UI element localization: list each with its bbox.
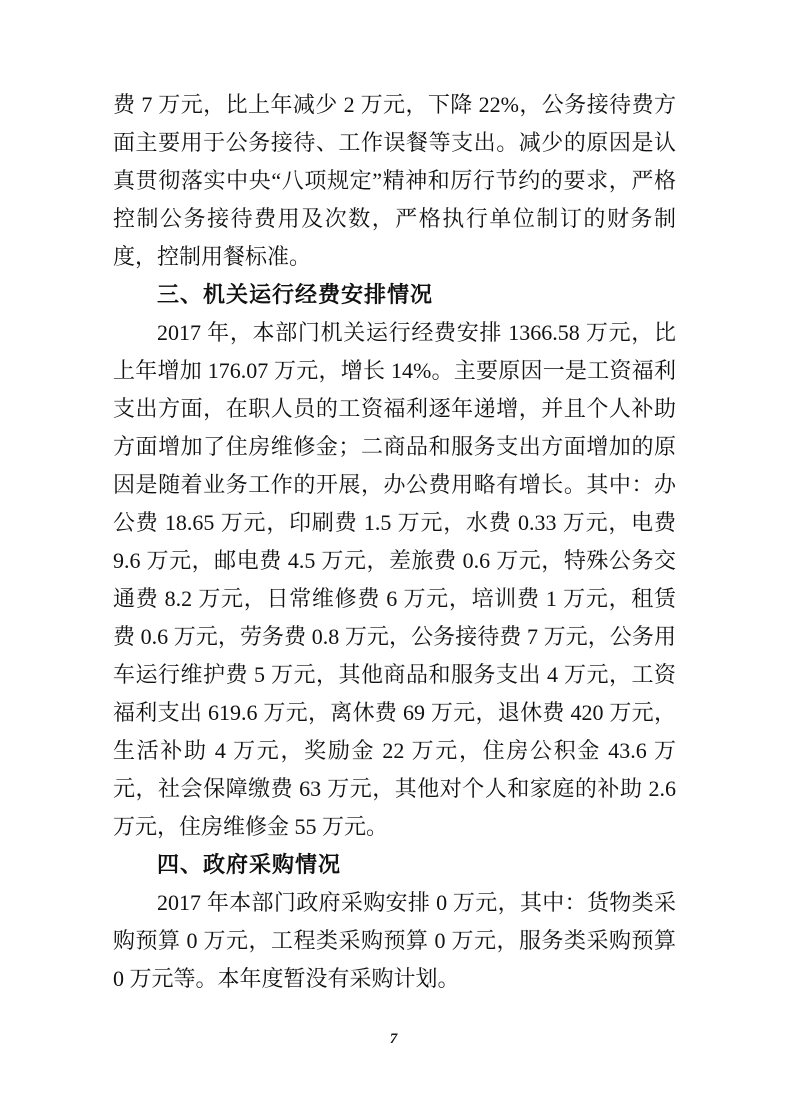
- document-content: [113, 86, 676, 998]
- paragraph-operating-funds-detail: 2017 年，本部门机关运行经费安排 1366.58 万元，比上年增加 176.07 万元，增长 14%。主要原因一是工资福利支出方面，在职人员的工资福利逐年递增，并且个人补助方面增加了住房维修金；二商品和服务支出方面增加的原因是随着业务工作的开展，办公费用略有增长。其中：办公费 18.65 万元，印刷费 1.5 万元，水费 0.33 万元，电费 9.6 万元，邮电费 4.5 万元，差旅费 0.6 万元，特殊公务交通费 8.2 万元，日常维修费 6 万元，培训费 1 万元，租赁费 0.6 万元，劳务费 0.8 万元，公务接待费 7 万元，公务用车运行维护费 5 万元，其他商品和服务支出 4 万元，工资福利支出 619.6 万元，离休费 69 万元，退休费 420 万元，生活补助 4 万元，奖励金 22 万元，住房公积金 43.6 万元，社会保障缴费 63 万元，其他对个人和家庭的补助 2.6 万元，住房维修金 55 万元。: [113, 320, 676, 839]
- paragraph-reception-expense-continuation: 费 7 万元，比上年减少 2 万元，下降 22%，公务接待费方面主要用于公务接待、工作误餐等支出。减少的原因是认真贯彻落实中央“八项规定”精神和厉行节约的要求，严格控制公务接待费用及次数，严格执行单位制订的财务制度，控制用餐标准。: [113, 92, 676, 269]
- page-number: 7: [389, 1031, 398, 1047]
- paragraph-procurement-detail: 2017 年本部门政府采购安排 0 万元，其中：货物类采购预算 0 万元，工程类采购预算 0 万元，服务类采购预算 0 万元等。本年度暂没有采购计划。: [113, 890, 676, 991]
- section-heading-government-procurement: 四、政府采购情况: [157, 852, 342, 877]
- section-heading-agency-operating-funds: 三、机关运行经费安排情况: [157, 282, 434, 307]
